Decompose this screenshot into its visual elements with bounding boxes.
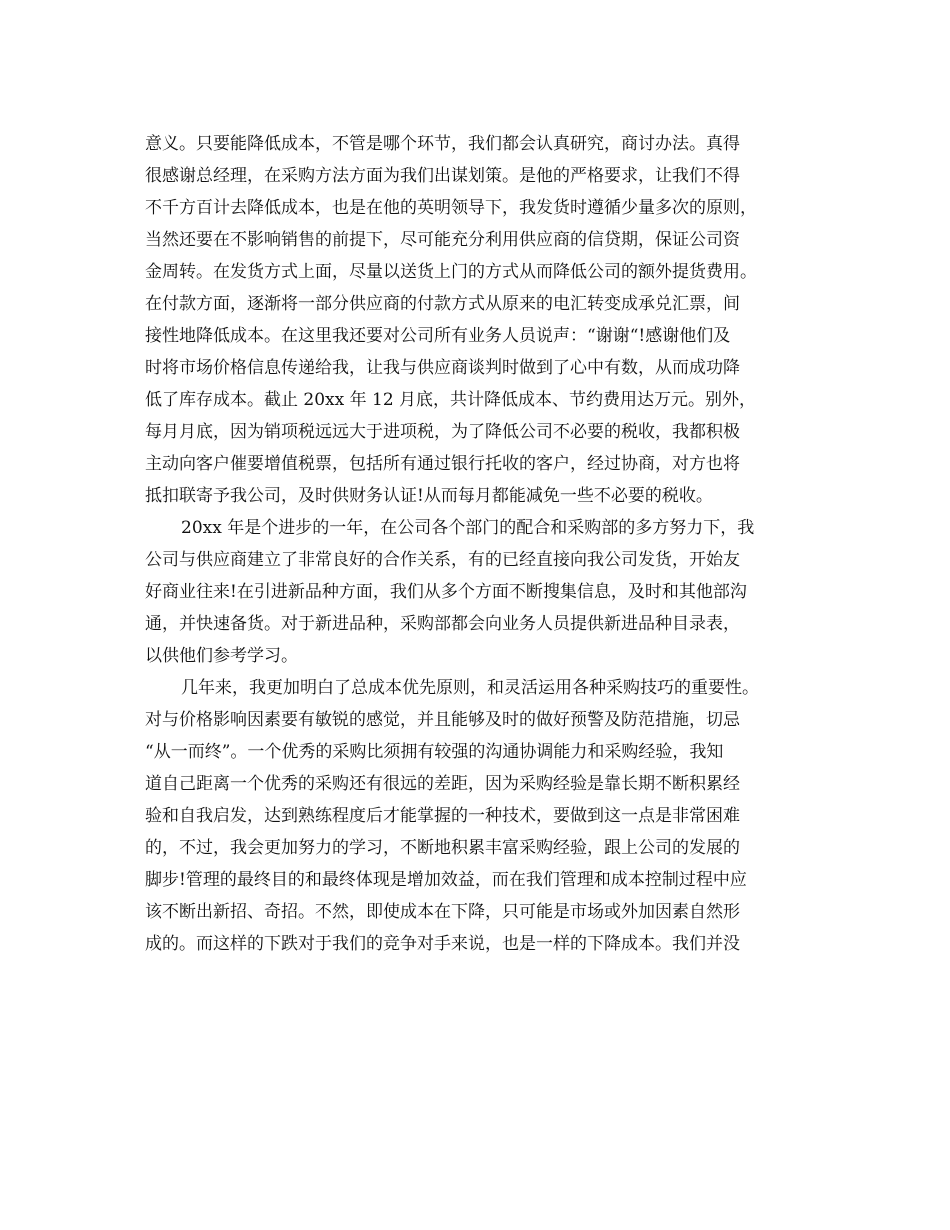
paragraph-2 xyxy=(145,512,805,672)
text-line: 成的。而这样的下跌对于我们的竞争对手来说，也是一样的下降成本。我们并没 xyxy=(145,934,740,954)
text-line: 通，并快速备货。对于新进品种，采购部都会向业务人员提供新进品种目录表， xyxy=(145,614,740,634)
text-line: 低了库存成本。截止 20xx 年 12 月底，共计降低成本、节约费用达万元。别外， xyxy=(145,390,757,410)
text-line: 时将市场价格信息传递给我，让我与供应商谈判时做到了心中有数，从而成功降 xyxy=(145,358,740,378)
text-line: 验和自我启发，达到熟练程度后才能掌握的一种技术，要做到这一点是非常困难 xyxy=(145,806,740,826)
text-line: 不千方百计去降低成本，也是在他的英明领导下，我发货时遵循少量多次的原则， xyxy=(145,198,757,218)
text-line: 对与价格影响因素要有敏锐的感觉，并且能够及时的做好预警及防范措施，切忌 xyxy=(145,710,740,730)
document-body xyxy=(145,128,805,960)
text-line: 抵扣联寄予我公司，及时供财务认证!从而每月都能减免一些不必要的税收。 xyxy=(145,486,713,506)
text-line: 的，不过，我会更加努力的学习，不断地积累丰富采购经验，跟上公司的发展的 xyxy=(145,838,740,858)
text-line: 在付款方面，逐渐将一部分供应商的付款方式从原来的电汇转变成承兑汇票，间 xyxy=(145,294,740,314)
text-line: 接性地降低成本。在这里我还要对公司所有业务人员说声：“谢谢“!感谢他们及 xyxy=(145,326,731,346)
text-line: 很感谢总经理，在采购方法方面为我们出谋划策。是他的严格要求，让我们不得 xyxy=(145,166,740,186)
paragraph-3 xyxy=(145,672,805,960)
text-line: 金周转。在发货方式上面，尽量以送货上门的方式从而降低公司的额外提货费用。 xyxy=(145,262,757,282)
text-line: 脚步!管理的最终目的和最终体现是增加效益，而在我们管理和成本控制过程中应 xyxy=(145,870,747,890)
text-line: 公司与供应商建立了非常良好的合作关系，有的已经直接向我公司发货，开始友 xyxy=(145,550,740,570)
text-line: 每月月底，因为销项税远远大于进项税，为了降低公司不必要的税收，我都积极 xyxy=(145,422,740,442)
text-line: 好商业往来!在引进新品种方面，我们从多个方面不断搜集信息，及时和其他部沟 xyxy=(145,582,747,602)
text-line: “从一而终”。一个优秀的采购比须拥有较强的沟通协调能力和采购经验，我知 xyxy=(145,742,724,762)
text-line: 20xx 年是个进步的一年，在公司各个部门的配合和采购部的多方努力下，我 xyxy=(181,518,755,538)
text-line: 意义。只要能降低成本，不管是哪个环节，我们都会认真研究，商讨办法。真得 xyxy=(145,134,740,154)
text-line: 道自己距离一个优秀的采购还有很远的差距，因为采购经验是靠长期不断积累经 xyxy=(145,774,740,794)
text-line: 以供他们参考学习。 xyxy=(145,646,298,666)
text-line: 主动向客户催要增值税票，包括所有通过银行托收的客户，经过协商，对方也将 xyxy=(145,454,740,474)
text-line: 当然还要在不影响销售的前提下，尽可能充分利用供应商的信贷期，保证公司资 xyxy=(145,230,740,250)
paragraph-1 xyxy=(145,128,805,512)
text-line: 几年来，我更加明白了总成本优先原则，和灵活运用各种采购技巧的重要性。 xyxy=(181,678,759,698)
text-line: 该不断出新招、奇招。不然，即使成本在下降，只可能是市场或外加因素自然形 xyxy=(145,902,740,922)
